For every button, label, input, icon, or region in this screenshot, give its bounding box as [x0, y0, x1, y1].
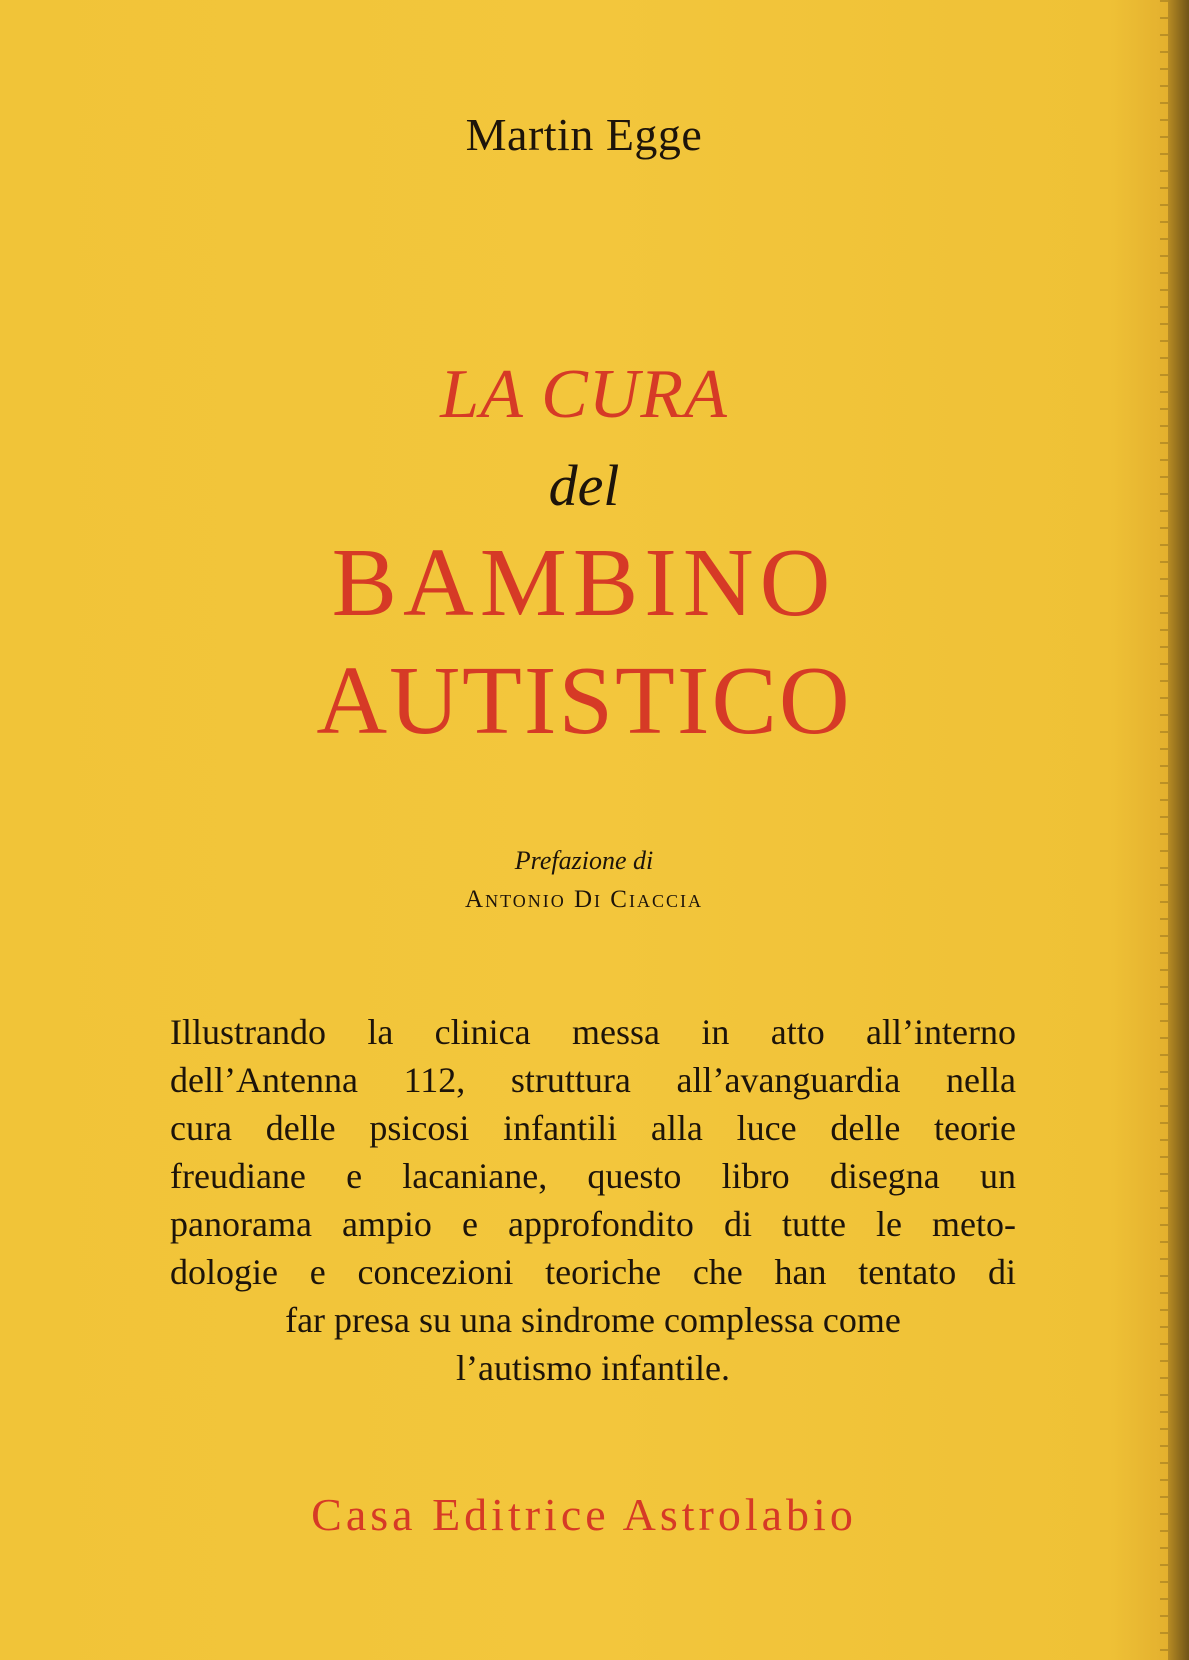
blurb-line: panorama ampio e approfondito di tutte le meto-: [170, 1204, 1016, 1244]
title-line-del: del: [548, 453, 620, 518]
title-line-bambino: BAMBINO: [331, 529, 837, 637]
blurb-line: dell’Antenna 112, struttura all’avanguardia nella: [170, 1060, 1016, 1100]
title-line-autistico: AUTISTICO: [316, 647, 852, 755]
worn-edge-specks: [1160, 0, 1168, 1660]
book-page-edge: [1168, 0, 1189, 1660]
blurb-line: Illustrando la clinica messa in atto all’interno: [170, 1012, 1016, 1052]
blurb-line: l’autismo infantile.: [456, 1348, 730, 1388]
blurb-paragraph: [170, 1008, 1016, 1392]
preface-author: Antonio Di Ciaccia: [465, 886, 703, 913]
blurb-line: dologie e concezioni teoriche che han tentato di: [170, 1252, 1016, 1292]
author-name: Martin Egge: [465, 109, 703, 160]
blurb-line: cura delle psicosi infantili alla luce delle teorie: [170, 1108, 1016, 1148]
title-line-la-cura: LA CURA: [440, 356, 728, 433]
blurb-line: freudiane e lacaniane, questo libro disegna un: [170, 1156, 1016, 1196]
blurb-line: far presa su una sindrome complessa come: [285, 1300, 901, 1340]
publisher-name: Casa Editrice Astrolabio: [311, 1489, 857, 1540]
preface-label: Prefazione di: [514, 846, 654, 875]
